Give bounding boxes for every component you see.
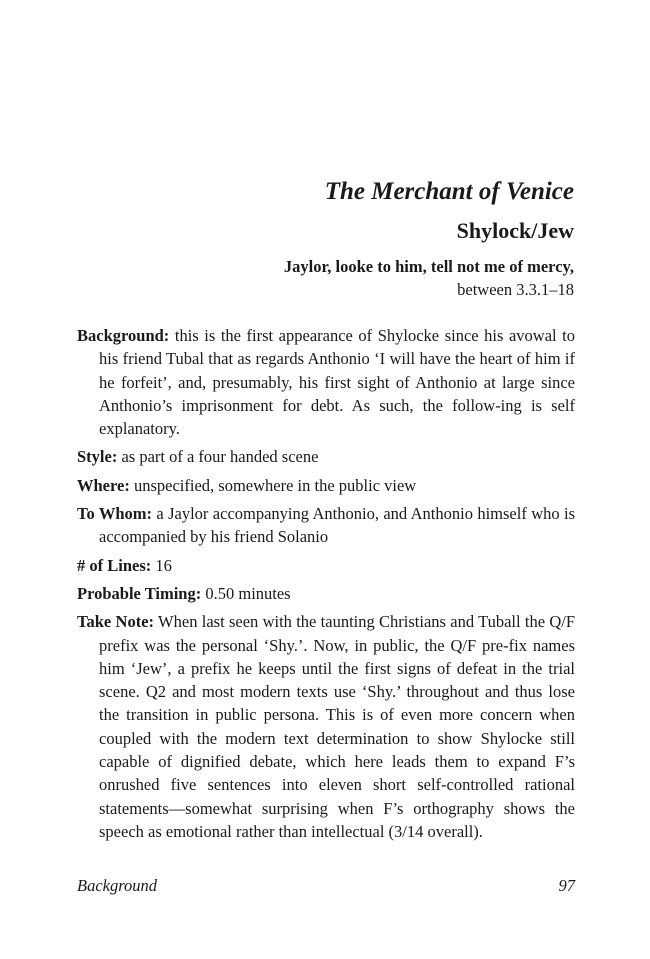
running-footer-section: Background bbox=[77, 876, 158, 895]
entry-style bbox=[77, 445, 575, 468]
line-range: between 3.3.1–18 bbox=[457, 280, 574, 299]
entry-label: # of Lines: bbox=[77, 555, 152, 575]
entry-text: unspecified, somewhere in the public view bbox=[133, 475, 417, 495]
entry-label: Style: bbox=[77, 447, 118, 467]
entry-text: a Jaylor accompanying Anthonio, and Anthonio himself who is accompanied by his friend Solanio bbox=[99, 504, 576, 547]
notes-body bbox=[77, 324, 575, 848]
entry-background bbox=[77, 324, 575, 440]
entry-text: this is the first appearance of Shylocke since his avowal to his friend Tubal that as regards Anthonio ‘I will have the heart of him if he forfeit’, and, presumably, his first sight of Anthonio at large since Anthonio’s imprisonment for debt. As such, the follow-ing is self explanatory. bbox=[99, 326, 576, 439]
entry-probable-timing bbox=[77, 582, 575, 605]
entry-label: Take Note: bbox=[77, 612, 155, 632]
entry-text: 16 bbox=[155, 555, 172, 575]
entry-take-note bbox=[77, 610, 575, 843]
speech-first-line: Jaylor, looke to him, tell not me of mercy, bbox=[283, 257, 574, 276]
entry-number-of-lines bbox=[77, 554, 575, 577]
entry-text: When last seen with the taunting Christians and Tuball the Q/F prefix was the personal ‘Shy.’. Now, in public, the Q/F pre-fix names him ‘Jew’, a prefix he keeps until the first signs of defeat in the trial scene. Q2 and most modern texts use ‘Shy.’ throughout and thus lose the transition in public persona. This is of even more concern when coupled with the modern text determination to show Shylocke still capable of dignified debate, which here leads them to expand F’s onrushed five sentences into eleven short self-controlled rational statements—somewhat surprising when F’s orthography shows the speech as emotional rather than intellectual (3/14 overall). bbox=[99, 612, 576, 841]
entry-label: Where: bbox=[77, 475, 130, 495]
page-number: 97 bbox=[558, 876, 575, 895]
entry-where bbox=[77, 474, 575, 497]
character-name: Shylock/Jew bbox=[456, 218, 574, 243]
play-title: The Merchant of Venice bbox=[324, 178, 574, 205]
entry-text: 0.50 minutes bbox=[205, 583, 291, 603]
entry-label: Probable Timing: bbox=[77, 583, 202, 603]
entry-to-whom bbox=[77, 502, 575, 549]
entry-label: Background: bbox=[77, 326, 170, 345]
entry-label: To Whom: bbox=[77, 504, 152, 524]
page-footer bbox=[77, 876, 575, 896]
entry-text: as part of a four handed scene bbox=[121, 447, 319, 467]
